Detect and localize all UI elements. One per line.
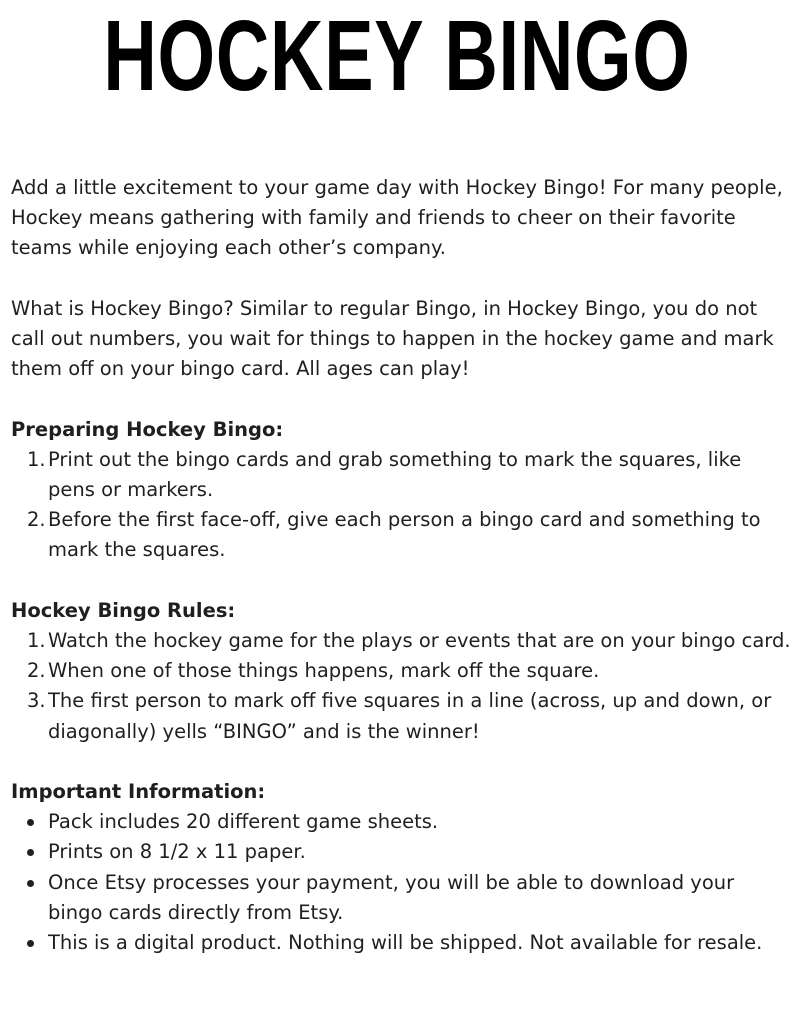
preparing-heading: Preparing Hockey Bingo: bbox=[11, 417, 284, 441]
list-number: 3. bbox=[27, 689, 46, 713]
rules-heading: Hockey Bingo Rules: bbox=[11, 598, 236, 622]
rules-list bbox=[11, 626, 791, 747]
list-item bbox=[11, 868, 791, 928]
list-item bbox=[11, 807, 791, 837]
list-item bbox=[11, 928, 791, 958]
preparing-list bbox=[11, 445, 791, 566]
list-number: 1. bbox=[27, 629, 46, 652]
list-number: 1. bbox=[27, 447, 46, 471]
bullet-icon bbox=[27, 940, 34, 947]
intro-paragraph: What is Hockey Bingo? Similar to regular Bingo, in Hockey Bingo, you do not call out numbers, you wait for things to happen in the hockey game and mark them off on your bingo card. All ages can play! bbox=[11, 296, 774, 381]
list-item-text: The first person to mark off five squares in a line (across, up and down, or diagonally) yells “BINGO” and is the winner! bbox=[48, 689, 772, 743]
list-number: 2. bbox=[27, 508, 46, 532]
list-item-text: Once Etsy processes your payment, you will be able to download your bingo cards directly from Etsy. bbox=[48, 870, 735, 924]
list-item-text: Watch the hockey game for the plays or events that are on your bingo card. bbox=[48, 629, 791, 652]
list-item bbox=[11, 445, 791, 505]
list-item bbox=[11, 505, 791, 565]
bullet-icon bbox=[27, 819, 34, 826]
page-title: HOCKEY BINGO bbox=[103, 0, 691, 112]
info-list bbox=[11, 807, 791, 958]
list-item-text: Before the first face-off, give each person a bingo card and something to mark the squares. bbox=[48, 508, 761, 562]
bullet-icon bbox=[27, 849, 34, 856]
list-item-text: When one of those things happens, mark off the square. bbox=[48, 659, 600, 683]
list-number: 2. bbox=[27, 659, 46, 683]
intro-paragraph: Add a little excitement to your game day with Hockey Bingo! For many people, Hockey means gathering with family and friends to cheer on their favorite teams while enjoying each other’s company. bbox=[11, 176, 783, 260]
list-item bbox=[11, 626, 791, 656]
document-body bbox=[11, 173, 791, 958]
list-item-text: Print out the bingo cards and grab something to mark the squares, like pens or markers. bbox=[48, 447, 742, 501]
list-item-text: This is a digital product. Nothing will be shipped. Not available for resale. bbox=[48, 931, 763, 955]
list-item-text: Prints on 8 1/2 x 11 paper. bbox=[48, 840, 306, 864]
list-item bbox=[11, 837, 791, 867]
info-heading: Important Information: bbox=[11, 780, 266, 803]
bullet-icon bbox=[27, 880, 34, 887]
list-item bbox=[11, 656, 791, 686]
list-item bbox=[11, 686, 791, 746]
list-item-text: Pack includes 20 different game sheets. bbox=[48, 810, 439, 834]
